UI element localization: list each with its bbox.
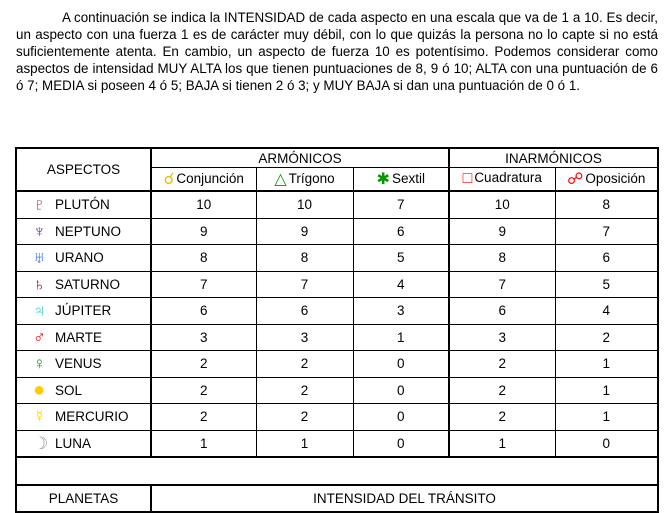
value-cell: 0 bbox=[353, 430, 449, 457]
planet-name: LUNA bbox=[55, 435, 92, 451]
value-cell: 7 bbox=[151, 271, 256, 298]
table-row bbox=[16, 271, 658, 298]
table-row bbox=[16, 377, 658, 404]
planet-cell bbox=[16, 377, 151, 404]
square-icon: □ bbox=[462, 170, 473, 187]
value-cell: 1 bbox=[555, 377, 658, 404]
value-cell: 7 bbox=[555, 218, 658, 245]
value-cell: 2 bbox=[449, 351, 555, 378]
value-cell: 8 bbox=[151, 245, 256, 272]
value-cell: 10 bbox=[151, 191, 256, 218]
saturn-icon: ♄ bbox=[33, 274, 46, 294]
value-cell: 7 bbox=[449, 271, 555, 298]
column-header-trine bbox=[256, 168, 353, 192]
value-cell: 2 bbox=[151, 377, 256, 404]
table-body bbox=[16, 191, 658, 457]
table-row bbox=[16, 404, 658, 431]
value-cell: 2 bbox=[151, 404, 256, 431]
neptune-icon: ♆ bbox=[33, 221, 46, 241]
value-cell: 10 bbox=[449, 191, 555, 218]
value-cell: 5 bbox=[555, 271, 658, 298]
planet-name: VENUS bbox=[55, 356, 102, 372]
planet-name: URANO bbox=[55, 250, 104, 266]
value-cell: 6 bbox=[151, 298, 256, 325]
planet-name: SOL bbox=[55, 382, 83, 398]
mercury-icon: ☿ bbox=[33, 407, 46, 427]
value-cell: 0 bbox=[353, 351, 449, 378]
uranus-icon: ♅ bbox=[33, 248, 46, 268]
value-cell: 2 bbox=[555, 324, 658, 351]
table-row bbox=[16, 298, 658, 325]
mars-icon: ♂ bbox=[33, 327, 46, 347]
value-cell: 3 bbox=[151, 324, 256, 351]
value-cell: 9 bbox=[151, 218, 256, 245]
table-row bbox=[16, 218, 658, 245]
value-cell: 9 bbox=[256, 218, 353, 245]
value-cell: 4 bbox=[353, 271, 449, 298]
value-cell: 4 bbox=[555, 298, 658, 325]
planet-name: NEPTUNO bbox=[55, 223, 122, 239]
pluto-icon: ♇ bbox=[33, 195, 46, 215]
value-cell: 6 bbox=[353, 218, 449, 245]
column-label: Trígono bbox=[288, 171, 335, 186]
value-cell: 2 bbox=[449, 404, 555, 431]
value-cell: 1 bbox=[353, 324, 449, 351]
value-cell: 8 bbox=[555, 191, 658, 218]
value-cell: 1 bbox=[151, 430, 256, 457]
planet-cell bbox=[16, 298, 151, 325]
planet-name: PLUTÓN bbox=[55, 197, 110, 213]
planet-name: JÚPITER bbox=[55, 303, 112, 319]
value-cell: 1 bbox=[256, 430, 353, 457]
planet-cell bbox=[16, 324, 151, 351]
value-cell: 6 bbox=[449, 298, 555, 325]
planet-cell bbox=[16, 271, 151, 298]
value-cell: 2 bbox=[256, 351, 353, 378]
value-cell: 3 bbox=[449, 324, 555, 351]
value-cell: 3 bbox=[256, 324, 353, 351]
footer-planetas: PLANETAS bbox=[16, 485, 151, 513]
value-cell: 0 bbox=[353, 404, 449, 431]
value-cell: 2 bbox=[256, 377, 353, 404]
column-label: Cuadratura bbox=[474, 170, 542, 185]
value-cell: 7 bbox=[353, 191, 449, 218]
trine-icon: △ bbox=[274, 171, 287, 188]
value-cell: 3 bbox=[353, 298, 449, 325]
sextile-icon: ✱ bbox=[376, 171, 390, 188]
column-header-square bbox=[449, 168, 555, 192]
value-cell: 9 bbox=[449, 218, 555, 245]
planet-cell bbox=[16, 351, 151, 378]
intro-text: A continuación se indica la INTENSIDAD de cada aspecto en una escala que va de 1 a 10. Es decir, un aspecto con una fuerza 1 es de carácter muy débil, con lo que quizás la persona no lo capte si no está suficientemente atenta. En cambio, un aspecto de fuerza 10 es potentísimo. Podemos considerar como aspectos de intensidad MUY ALTA los que tienen puntuaciones de 8, 9 ó 10; ALTA con una puntuación de 6 ó 7; MEDIA si poseen 4 ó 5; BAJA si tienen 2 ó 3; y MUY BAJA si dan una puntuación de 0 ó 1. bbox=[16, 10, 658, 93]
planet-name: MERCURIO bbox=[55, 409, 129, 425]
value-cell: 0 bbox=[353, 377, 449, 404]
planet-cell bbox=[16, 191, 151, 218]
planet-cell bbox=[16, 430, 151, 457]
value-cell: 1 bbox=[555, 351, 658, 378]
opposition-icon: ☍ bbox=[567, 171, 584, 188]
value-cell: 6 bbox=[555, 245, 658, 272]
jupiter-icon: ♃ bbox=[33, 301, 46, 321]
value-cell: 7 bbox=[256, 271, 353, 298]
footer-row bbox=[16, 485, 658, 513]
value-cell: 8 bbox=[256, 245, 353, 272]
group-armonicos: ARMÓNICOS bbox=[151, 148, 449, 168]
table-row bbox=[16, 351, 658, 378]
value-cell: 8 bbox=[449, 245, 555, 272]
venus-icon: ♀ bbox=[33, 354, 46, 374]
value-cell: 2 bbox=[151, 351, 256, 378]
planet-name: SATURNO bbox=[55, 276, 121, 292]
column-label: Sextil bbox=[391, 171, 425, 186]
conjunction-icon: ☌ bbox=[163, 171, 175, 188]
column-label: Oposición bbox=[585, 171, 646, 186]
column-header-conjunction bbox=[151, 168, 256, 192]
value-cell: 0 bbox=[555, 430, 658, 457]
intro-paragraph bbox=[16, 9, 658, 94]
value-cell: 1 bbox=[449, 430, 555, 457]
column-label: Conjunción bbox=[176, 171, 244, 186]
value-cell: 5 bbox=[353, 245, 449, 272]
value-cell: 2 bbox=[256, 404, 353, 431]
footer-intensidad: INTENSIDAD DEL TRÁNSITO bbox=[151, 485, 658, 513]
sun-icon: ● bbox=[33, 378, 46, 401]
value-cell: 2 bbox=[449, 377, 555, 404]
planet-cell bbox=[16, 245, 151, 272]
table-row bbox=[16, 191, 658, 218]
column-header-opposition bbox=[555, 168, 658, 192]
moon-icon: ☽ bbox=[33, 433, 49, 453]
value-cell: 6 bbox=[256, 298, 353, 325]
value-cell: 1 bbox=[555, 404, 658, 431]
value-cell: 10 bbox=[256, 191, 353, 218]
group-inarmonicos: INARMÓNICOS bbox=[449, 148, 658, 168]
table-row bbox=[16, 245, 658, 272]
table-row bbox=[16, 430, 658, 457]
planet-name: MARTE bbox=[55, 329, 103, 345]
spacer-row bbox=[16, 457, 658, 485]
column-header-sextile bbox=[353, 168, 449, 192]
planet-cell bbox=[16, 218, 151, 245]
planet-cell bbox=[16, 404, 151, 431]
header-aspectos: ASPECTOS bbox=[16, 148, 151, 191]
table-row bbox=[16, 324, 658, 351]
aspect-intensity-table bbox=[15, 147, 659, 513]
